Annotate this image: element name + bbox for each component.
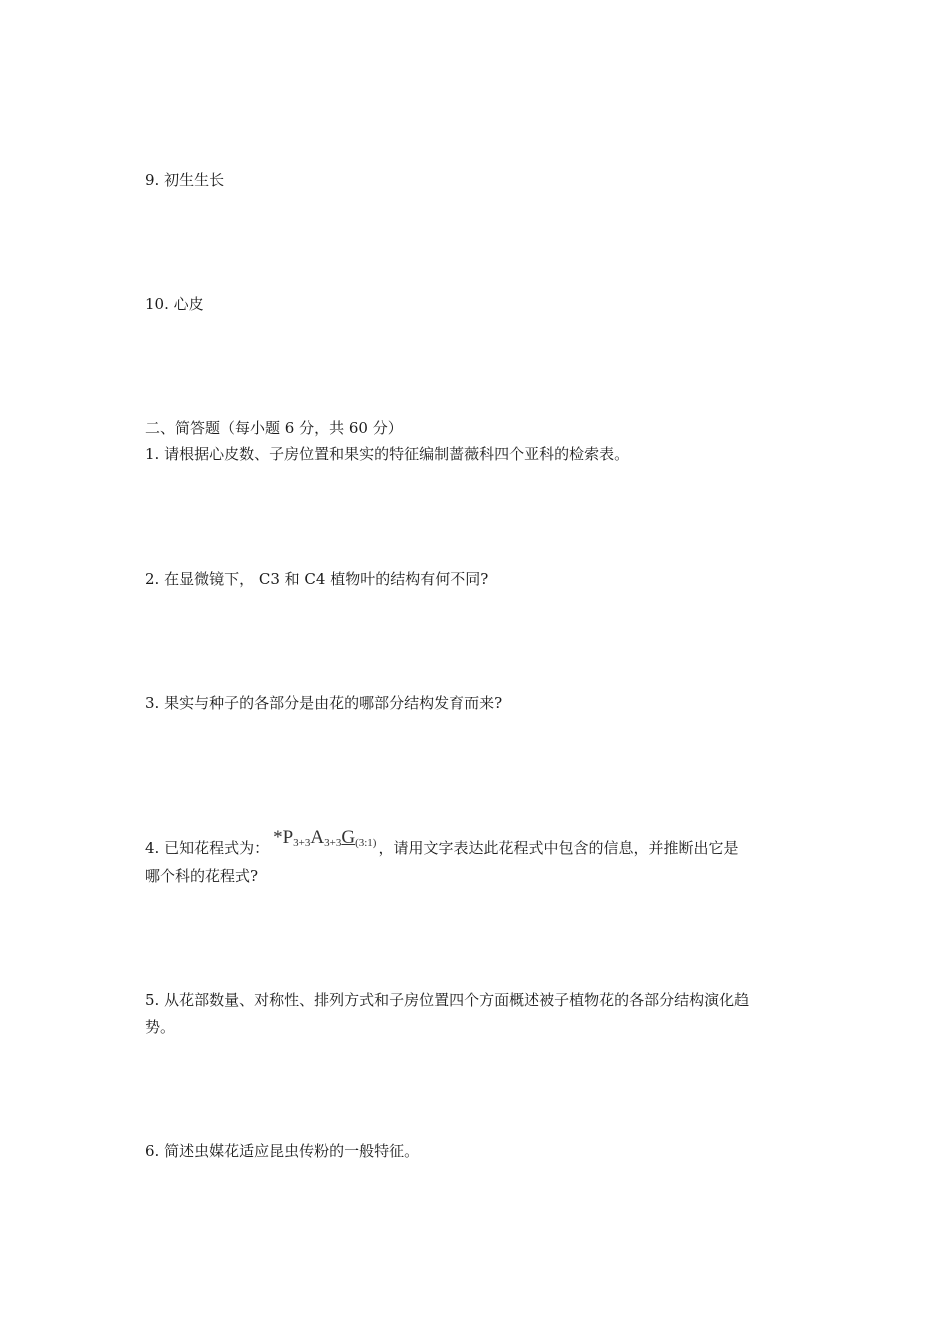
- short-answer-question-5: 5. 从花部数量、对称性、排列方式和子房位置四个方面概述被子植物花的各部分结构演化趋: [145, 991, 750, 1009]
- short-answer-question-6: 6. 简述虫媒花适应昆虫传粉的一般特征。: [145, 1142, 420, 1160]
- section-2-heading: 二、简答题（每小题 6 分，共 60 分）: [145, 419, 403, 437]
- formula-gynoecium: G: [341, 827, 356, 848]
- short-answer-question-5-continued: 势。: [145, 1018, 176, 1036]
- formula-gynoecium-count: (3:1): [355, 837, 377, 849]
- question-4-suffix: ，请用文字表达此花程式中包含的信息，并推断出它是: [378, 839, 739, 857]
- short-answer-question-2: 2. 在显微镜下， C3 和 C4 植物叶的结构有何不同?: [145, 570, 489, 588]
- formula-androecium-count: 3+3: [324, 837, 342, 849]
- short-answer-question-4-continued: 哪个科的花程式?: [145, 867, 259, 885]
- formula-perianth: P: [282, 827, 294, 848]
- question-9-term: 9. 初生生长: [145, 171, 225, 189]
- question-10-term: 10. 心皮: [145, 295, 204, 313]
- floral-formula: [273, 828, 376, 853]
- short-answer-question-4: [145, 828, 738, 858]
- formula-star: *: [273, 827, 283, 848]
- short-answer-question-1: 1. 请根据心皮数、子房位置和果实的特征编制蔷薇科四个亚科的检索表。: [145, 445, 630, 463]
- formula-androecium: A: [310, 827, 325, 848]
- formula-perianth-count: 3+3: [293, 837, 311, 849]
- short-answer-question-3: 3. 果实与种子的各部分是由花的哪部分结构发育而来?: [145, 694, 503, 712]
- question-4-prefix: 4. 已知花程式为：: [145, 839, 270, 857]
